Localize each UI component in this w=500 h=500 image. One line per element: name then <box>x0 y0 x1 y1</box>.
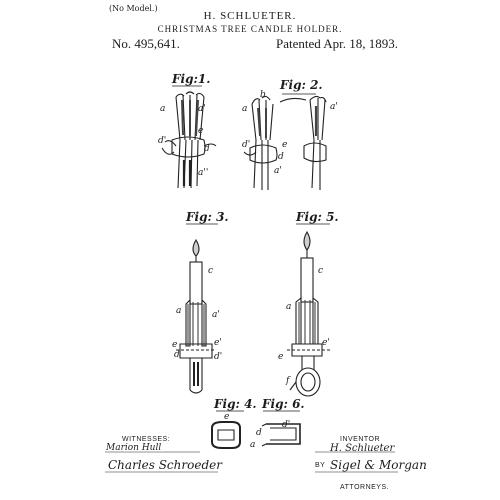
witness-signature-2: Charles Schroeder <box>108 458 222 472</box>
patent-title: CHRISTMAS TREE CANDLE HOLDER. <box>157 24 343 34</box>
label-d: d <box>256 428 262 438</box>
witnesses-label: WITNESSES: <box>122 436 171 443</box>
fig1-caption: Fig:1. <box>172 72 211 86</box>
label-d: d <box>174 350 180 360</box>
label-e: e <box>282 140 288 150</box>
label-e: e <box>172 340 178 350</box>
label-d: d <box>204 144 210 154</box>
patent-number: No. 495,641. <box>112 36 180 51</box>
fig6-caption: Fig: 6. <box>262 397 305 411</box>
attorneys-signature: Sigel & Morgan <box>330 458 427 472</box>
label-b: b <box>260 90 266 100</box>
label-a: a <box>160 104 166 114</box>
label-f: f <box>286 376 290 386</box>
label-d-prime: d' <box>214 352 223 362</box>
fig3-caption: Fig: 3. <box>186 210 229 224</box>
label-c: c <box>208 266 214 276</box>
fig5-drawing <box>287 232 330 396</box>
fig3-drawing <box>176 240 216 393</box>
attorneys-label: ATTORNEYS. <box>340 484 390 491</box>
label-a-prime: a' <box>274 166 282 176</box>
fig4-drawing <box>212 422 240 448</box>
label-d-prime: d' <box>282 420 291 430</box>
label-a-prime: a' <box>198 104 206 114</box>
label-e: e <box>278 352 284 362</box>
label-a-prime: a' <box>212 310 220 320</box>
label-e-prime: e' <box>322 338 330 348</box>
label-a: a <box>250 440 256 450</box>
label-e-prime: e' <box>214 338 222 348</box>
fig6-drawing <box>262 424 300 446</box>
label-e: e <box>224 412 230 422</box>
label-d-prime: d' <box>158 136 167 146</box>
inventor-label: INVENTOR <box>340 436 381 443</box>
label-d-prime: d' <box>242 140 251 150</box>
fig5-caption: Fig: 5. <box>296 210 339 224</box>
label-a-dprime: a'' <box>198 168 209 178</box>
label-a: a <box>242 104 248 114</box>
inventor-name: H. SCHLUETER. <box>203 10 297 22</box>
fig2-caption: Fig: 2. <box>280 78 323 92</box>
label-a-prime: a' <box>330 102 338 112</box>
patent-date: Patented Apr. 18, 1893. <box>276 36 399 51</box>
label-a: a <box>286 302 292 312</box>
no-model-note: (No Model.) <box>109 4 158 13</box>
by-label: BY <box>315 462 326 469</box>
label-e: e <box>198 126 204 136</box>
label-a: a <box>176 306 182 316</box>
inventor-signature: H. Schlueter <box>330 443 395 454</box>
fig4-caption: Fig: 4. <box>214 397 257 411</box>
label-d: d <box>278 152 284 162</box>
witness-signature-1: Marion Hull <box>106 443 162 453</box>
label-c: c <box>318 266 324 276</box>
